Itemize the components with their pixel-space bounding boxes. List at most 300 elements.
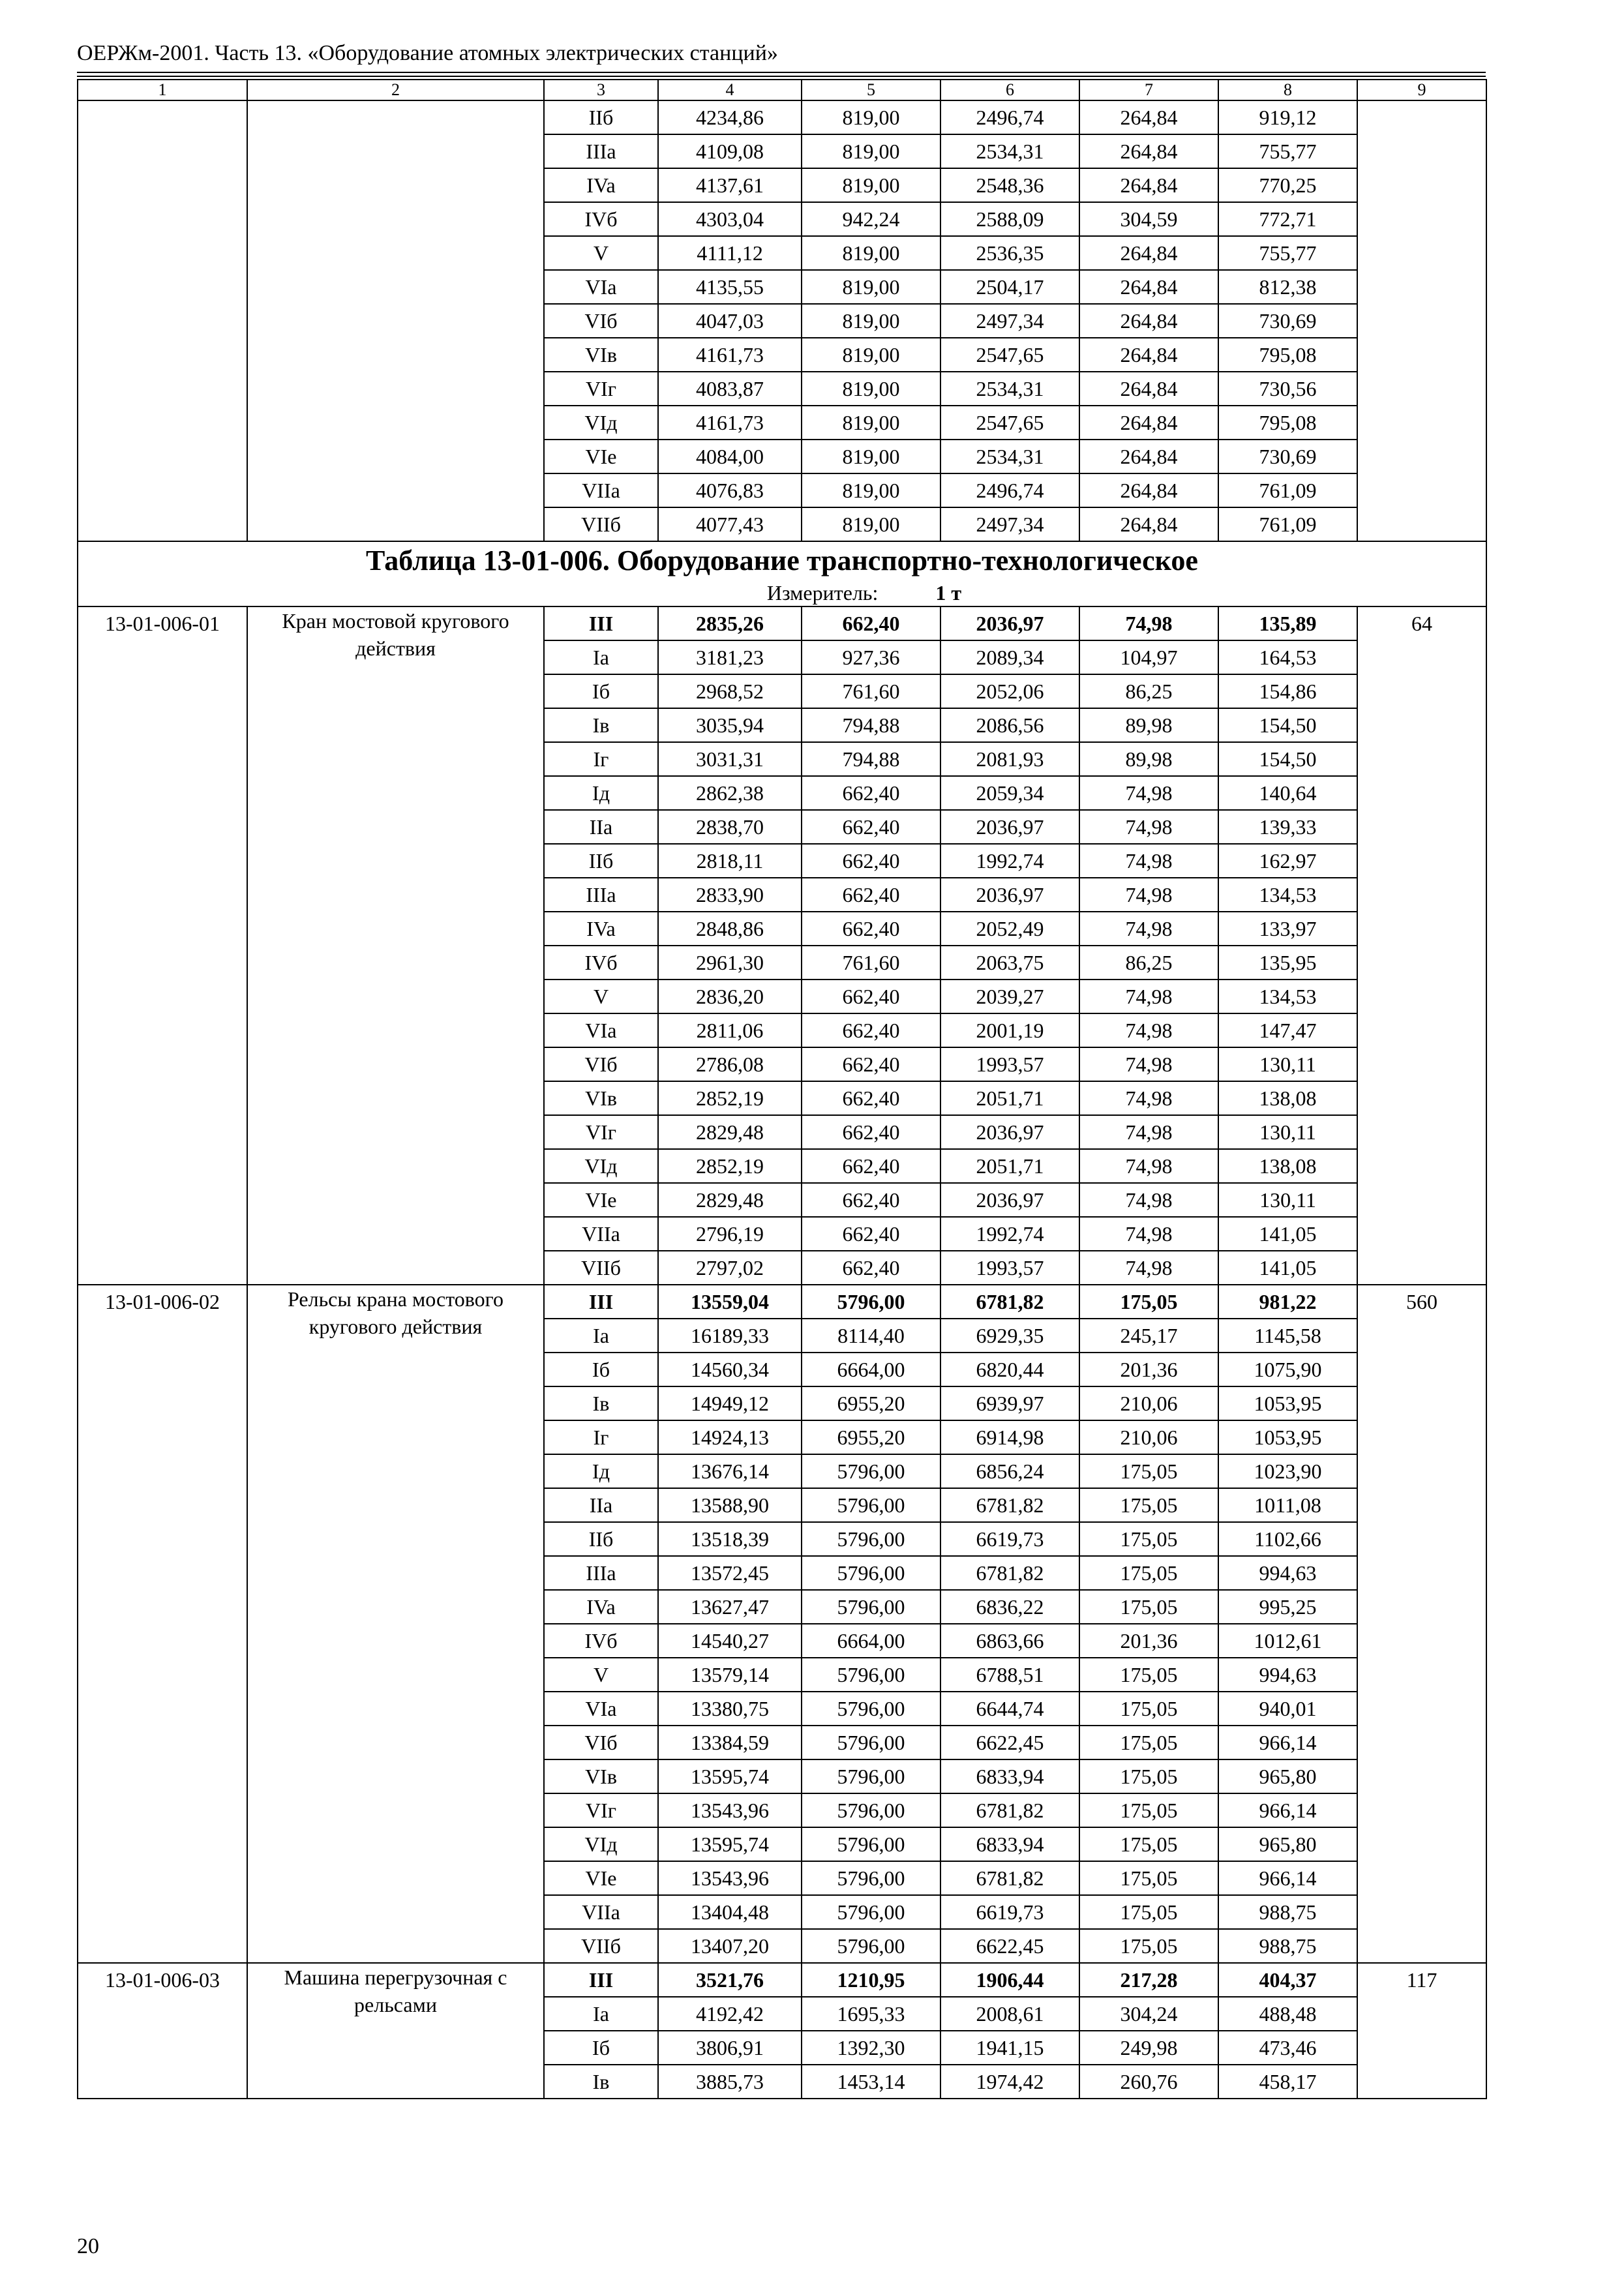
zone-cell: IIIa: [544, 1556, 658, 1590]
zone-cell: III: [544, 606, 658, 640]
materials-cell: 761,09: [1218, 507, 1357, 541]
materials-cell: 981,22: [1218, 1285, 1357, 1319]
materials-cell: 1053,95: [1218, 1386, 1357, 1420]
driver-wages-cell: 74,98: [1079, 1013, 1218, 1047]
zone-cell: VIIa: [544, 1895, 658, 1929]
zone-cell: VIв: [544, 1759, 658, 1793]
total-cost-cell: 2833,90: [658, 878, 802, 912]
machines-cell: 6781,82: [940, 1488, 1079, 1522]
item-col9: 560: [1357, 1285, 1486, 1963]
total-cost-cell: 13384,59: [658, 1726, 802, 1759]
driver-wages-cell: 175,05: [1079, 1285, 1218, 1319]
wages-cell: 819,00: [802, 236, 940, 270]
wages-cell: 1695,33: [802, 1997, 940, 2031]
machines-cell: 2036,97: [940, 1115, 1079, 1149]
machines-cell: 6619,73: [940, 1522, 1079, 1556]
wages-cell: 819,00: [802, 134, 940, 168]
driver-wages-cell: 86,25: [1079, 946, 1218, 980]
total-cost-cell: 13627,47: [658, 1590, 802, 1624]
materials-cell: 795,08: [1218, 338, 1357, 372]
total-cost-cell: 14924,13: [658, 1420, 802, 1454]
materials-cell: 755,77: [1218, 134, 1357, 168]
machines-cell: 6781,82: [940, 1285, 1079, 1319]
wages-cell: 761,60: [802, 674, 940, 708]
driver-wages-cell: 74,98: [1079, 980, 1218, 1013]
zone-cell: III: [544, 1963, 658, 1997]
item-code: 13-01-006-03: [78, 1963, 247, 2099]
wages-cell: 794,88: [802, 708, 940, 742]
materials-cell: 135,89: [1218, 606, 1357, 640]
materials-cell: 965,80: [1218, 1759, 1357, 1793]
wages-cell: 662,40: [802, 1217, 940, 1251]
zone-cell: VIa: [544, 270, 658, 304]
wages-cell: 662,40: [802, 912, 940, 946]
materials-cell: 138,08: [1218, 1149, 1357, 1183]
driver-wages-cell: 175,05: [1079, 1590, 1218, 1624]
wages-cell: 662,40: [802, 1013, 940, 1047]
materials-cell: 134,53: [1218, 980, 1357, 1013]
materials-cell: 488,48: [1218, 1997, 1357, 2031]
zone-cell: VIд: [544, 1149, 658, 1183]
total-cost-cell: 14540,27: [658, 1624, 802, 1658]
wages-cell: 819,00: [802, 270, 940, 304]
machines-cell: 2534,31: [940, 372, 1079, 406]
machines-cell: 1941,15: [940, 2031, 1079, 2065]
materials-cell: 966,14: [1218, 1726, 1357, 1759]
machines-cell: 6622,45: [940, 1726, 1079, 1759]
driver-wages-cell: 264,84: [1079, 338, 1218, 372]
wages-cell: 794,88: [802, 742, 940, 776]
column-number: 6: [940, 80, 1079, 100]
column-number: 8: [1218, 80, 1357, 100]
wages-cell: 5796,00: [802, 1827, 940, 1861]
zone-cell: VIIa: [544, 473, 658, 507]
wages-cell: 662,40: [802, 776, 940, 810]
machines-cell: 1992,74: [940, 1217, 1079, 1251]
driver-wages-cell: 264,84: [1079, 372, 1218, 406]
machines-cell: 6619,73: [940, 1895, 1079, 1929]
materials-cell: 154,50: [1218, 708, 1357, 742]
item-col9: 117: [1357, 1963, 1486, 2099]
materials-cell: 965,80: [1218, 1827, 1357, 1861]
materials-cell: 130,11: [1218, 1047, 1357, 1081]
machines-cell: 2497,34: [940, 507, 1079, 541]
driver-wages-cell: 260,76: [1079, 2065, 1218, 2099]
driver-wages-cell: 264,84: [1079, 100, 1218, 134]
zone-cell: Ia: [544, 640, 658, 674]
wages-cell: 5796,00: [802, 1556, 940, 1590]
driver-wages-cell: 74,98: [1079, 1149, 1218, 1183]
total-cost-cell: 4303,04: [658, 202, 802, 236]
total-cost-cell: 2852,19: [658, 1081, 802, 1115]
machines-cell: 2051,71: [940, 1149, 1079, 1183]
materials-cell: 1145,58: [1218, 1319, 1357, 1353]
machines-cell: 2036,97: [940, 878, 1079, 912]
total-cost-cell: 4161,73: [658, 406, 802, 440]
total-cost-cell: 4135,55: [658, 270, 802, 304]
driver-wages-cell: 175,05: [1079, 1454, 1218, 1488]
zone-cell: IIб: [544, 844, 658, 878]
machines-cell: 1906,44: [940, 1963, 1079, 1997]
wages-cell: 819,00: [802, 440, 940, 473]
driver-wages-cell: 74,98: [1079, 1217, 1218, 1251]
driver-wages-cell: 249,98: [1079, 2031, 1218, 2065]
total-cost-cell: 2852,19: [658, 1149, 802, 1183]
wages-cell: 662,40: [802, 1149, 940, 1183]
materials-cell: 1053,95: [1218, 1420, 1357, 1454]
total-cost-cell: 3885,73: [658, 2065, 802, 2099]
wages-cell: 819,00: [802, 473, 940, 507]
total-cost-cell: 14560,34: [658, 1353, 802, 1386]
wages-cell: 6664,00: [802, 1353, 940, 1386]
zone-cell: Iв: [544, 2065, 658, 2099]
zone-cell: IIa: [544, 810, 658, 844]
wages-cell: 819,00: [802, 100, 940, 134]
total-cost-cell: 13404,48: [658, 1895, 802, 1929]
driver-wages-cell: 175,05: [1079, 1793, 1218, 1827]
driver-wages-cell: 264,84: [1079, 168, 1218, 202]
zone-cell: VIa: [544, 1692, 658, 1726]
machines-cell: 6863,66: [940, 1624, 1079, 1658]
zone-cell: Ia: [544, 1997, 658, 2031]
table-row: [78, 1285, 1486, 1319]
materials-cell: 139,33: [1218, 810, 1357, 844]
zone-cell: Iб: [544, 1353, 658, 1386]
machines-cell: 2547,65: [940, 406, 1079, 440]
machines-cell: 6914,98: [940, 1420, 1079, 1454]
driver-wages-cell: 74,98: [1079, 776, 1218, 810]
total-cost-cell: 2835,26: [658, 606, 802, 640]
machines-cell: 2063,75: [940, 946, 1079, 980]
total-cost-cell: 4077,43: [658, 507, 802, 541]
total-cost-cell: 2862,38: [658, 776, 802, 810]
total-cost-cell: 13595,74: [658, 1759, 802, 1793]
zone-cell: V: [544, 980, 658, 1013]
driver-wages-cell: 264,84: [1079, 236, 1218, 270]
zone-cell: IVб: [544, 1624, 658, 1658]
materials-cell: 164,53: [1218, 640, 1357, 674]
total-cost-cell: 13559,04: [658, 1285, 802, 1319]
zone-cell: VIIб: [544, 1929, 658, 1963]
total-cost-cell: 2961,30: [658, 946, 802, 980]
zone-cell: Iг: [544, 742, 658, 776]
total-cost-cell: 13579,14: [658, 1658, 802, 1692]
zone-cell: VIг: [544, 1793, 658, 1827]
driver-wages-cell: 74,98: [1079, 810, 1218, 844]
driver-wages-cell: 74,98: [1079, 606, 1218, 640]
driver-wages-cell: 175,05: [1079, 1658, 1218, 1692]
driver-wages-cell: 86,25: [1079, 674, 1218, 708]
measure-line: [82, 580, 1482, 606]
total-cost-cell: 13588,90: [658, 1488, 802, 1522]
table-title-row: [78, 541, 1486, 606]
total-cost-cell: 14949,12: [658, 1386, 802, 1420]
total-cost-cell: 13543,96: [658, 1793, 802, 1827]
machines-cell: 2496,74: [940, 100, 1079, 134]
total-cost-cell: 2811,06: [658, 1013, 802, 1047]
materials-cell: 994,63: [1218, 1556, 1357, 1590]
wages-cell: 662,40: [802, 1115, 940, 1149]
machines-cell: 2052,06: [940, 674, 1079, 708]
machines-cell: 6856,24: [940, 1454, 1079, 1488]
materials-cell: 755,77: [1218, 236, 1357, 270]
machines-cell: 6781,82: [940, 1861, 1079, 1895]
zone-cell: VIe: [544, 1183, 658, 1217]
rates-table: [77, 79, 1487, 2099]
machines-cell: 2081,93: [940, 742, 1079, 776]
driver-wages-cell: 89,98: [1079, 708, 1218, 742]
total-cost-cell: 4234,86: [658, 100, 802, 134]
column-number: 5: [802, 80, 940, 100]
zone-cell: Iб: [544, 2031, 658, 2065]
driver-wages-cell: 304,59: [1079, 202, 1218, 236]
total-cost-cell: 2829,48: [658, 1183, 802, 1217]
total-cost-cell: 3806,91: [658, 2031, 802, 2065]
column-number: 4: [658, 80, 802, 100]
table-row: [78, 606, 1486, 640]
materials-cell: 154,50: [1218, 742, 1357, 776]
materials-cell: 966,14: [1218, 1861, 1357, 1895]
driver-wages-cell: 210,06: [1079, 1386, 1218, 1420]
total-cost-cell: 2836,20: [658, 980, 802, 1013]
driver-wages-cell: 264,84: [1079, 304, 1218, 338]
zone-cell: IVa: [544, 168, 658, 202]
wages-cell: 819,00: [802, 338, 940, 372]
materials-cell: 1012,61: [1218, 1624, 1357, 1658]
total-cost-cell: 4083,87: [658, 372, 802, 406]
zone-cell: IVa: [544, 1590, 658, 1624]
wages-cell: 5796,00: [802, 1793, 940, 1827]
total-cost-cell: 2797,02: [658, 1251, 802, 1285]
zone-cell: IVб: [544, 202, 658, 236]
zone-cell: VIIб: [544, 507, 658, 541]
zone-cell: VIд: [544, 406, 658, 440]
driver-wages-cell: 175,05: [1079, 1556, 1218, 1590]
total-cost-cell: 3181,23: [658, 640, 802, 674]
driver-wages-cell: 175,05: [1079, 1861, 1218, 1895]
wages-cell: 819,00: [802, 507, 940, 541]
total-cost-cell: 4109,08: [658, 134, 802, 168]
driver-wages-cell: 264,84: [1079, 406, 1218, 440]
total-cost-cell: 4137,61: [658, 168, 802, 202]
column-number: 9: [1357, 80, 1486, 100]
machines-cell: 2548,36: [940, 168, 1079, 202]
materials-cell: 812,38: [1218, 270, 1357, 304]
col9-cell: [1357, 100, 1486, 541]
driver-wages-cell: 175,05: [1079, 1522, 1218, 1556]
item-col9: 64: [1357, 606, 1486, 1285]
machines-cell: 2534,31: [940, 134, 1079, 168]
materials-cell: 162,97: [1218, 844, 1357, 878]
wages-cell: 6955,20: [802, 1386, 940, 1420]
machines-cell: 2059,34: [940, 776, 1079, 810]
driver-wages-cell: 217,28: [1079, 1963, 1218, 1997]
total-cost-cell: 4161,73: [658, 338, 802, 372]
wages-cell: 5796,00: [802, 1692, 940, 1726]
driver-wages-cell: 175,05: [1079, 1895, 1218, 1929]
page-number: 20: [77, 2234, 99, 2258]
zone-cell: Iд: [544, 1454, 658, 1488]
total-cost-cell: 4047,03: [658, 304, 802, 338]
zone-cell: Iг: [544, 1420, 658, 1454]
materials-cell: 1075,90: [1218, 1353, 1357, 1386]
materials-cell: 966,14: [1218, 1793, 1357, 1827]
materials-cell: 994,63: [1218, 1658, 1357, 1692]
materials-cell: 138,08: [1218, 1081, 1357, 1115]
measure-label: Измеритель:: [766, 581, 879, 605]
code-cell: [78, 100, 247, 541]
materials-cell: 1011,08: [1218, 1488, 1357, 1522]
zone-cell: VIв: [544, 1081, 658, 1115]
driver-wages-cell: 74,98: [1079, 844, 1218, 878]
machines-cell: 2051,71: [940, 1081, 1079, 1115]
materials-cell: 770,25: [1218, 168, 1357, 202]
materials-cell: 795,08: [1218, 406, 1357, 440]
machines-cell: 6836,22: [940, 1590, 1079, 1624]
driver-wages-cell: 104,97: [1079, 640, 1218, 674]
zone-cell: VIe: [544, 440, 658, 473]
wages-cell: 8114,40: [802, 1319, 940, 1353]
total-cost-cell: 2818,11: [658, 844, 802, 878]
wages-cell: 5796,00: [802, 1522, 940, 1556]
wages-cell: 819,00: [802, 168, 940, 202]
column-number: 3: [544, 80, 658, 100]
wages-cell: 5796,00: [802, 1726, 940, 1759]
total-cost-cell: 13595,74: [658, 1827, 802, 1861]
materials-cell: 133,97: [1218, 912, 1357, 946]
zone-cell: VIб: [544, 304, 658, 338]
item-name: Кран мостовой кругового действия: [247, 606, 544, 1285]
machines-cell: 6781,82: [940, 1556, 1079, 1590]
table-title: Таблица 13-01-006. Оборудование транспортно-технологическое: [366, 545, 1198, 576]
running-header: ОЕРЖм-2001. Часть 13. «Оборудование атомных электрических станций»: [77, 41, 778, 65]
wages-cell: 662,40: [802, 606, 940, 640]
driver-wages-cell: 74,98: [1079, 1115, 1218, 1149]
name-cell: [247, 100, 544, 541]
driver-wages-cell: 74,98: [1079, 1251, 1218, 1285]
machines-cell: 2036,97: [940, 606, 1079, 640]
materials-cell: 1023,90: [1218, 1454, 1357, 1488]
zone-cell: IVб: [544, 946, 658, 980]
wages-cell: 662,40: [802, 1081, 940, 1115]
materials-cell: 772,71: [1218, 202, 1357, 236]
wages-cell: 819,00: [802, 304, 940, 338]
driver-wages-cell: 201,36: [1079, 1624, 1218, 1658]
materials-cell: 141,05: [1218, 1251, 1357, 1285]
wages-cell: 662,40: [802, 980, 940, 1013]
driver-wages-cell: 304,24: [1079, 1997, 1218, 2031]
zone-cell: VIб: [544, 1047, 658, 1081]
table-row: [78, 100, 1486, 134]
wages-cell: 5796,00: [802, 1895, 940, 1929]
driver-wages-cell: 74,98: [1079, 1047, 1218, 1081]
wages-cell: 819,00: [802, 406, 940, 440]
driver-wages-cell: 74,98: [1079, 1081, 1218, 1115]
materials-cell: 730,56: [1218, 372, 1357, 406]
zone-cell: VIa: [544, 1013, 658, 1047]
wages-cell: 662,40: [802, 844, 940, 878]
column-number: 2: [247, 80, 544, 100]
materials-cell: 995,25: [1218, 1590, 1357, 1624]
item-code: 13-01-006-01: [78, 606, 247, 1285]
driver-wages-cell: 264,84: [1079, 270, 1218, 304]
driver-wages-cell: 175,05: [1079, 1488, 1218, 1522]
wages-cell: 5796,00: [802, 1285, 940, 1319]
materials-cell: 940,01: [1218, 1692, 1357, 1726]
driver-wages-cell: 264,84: [1079, 134, 1218, 168]
materials-cell: 730,69: [1218, 440, 1357, 473]
zone-cell: V: [544, 236, 658, 270]
driver-wages-cell: 175,05: [1079, 1827, 1218, 1861]
materials-cell: 988,75: [1218, 1895, 1357, 1929]
total-cost-cell: 2796,19: [658, 1217, 802, 1251]
header-rule-double: [77, 76, 1486, 77]
wages-cell: 5796,00: [802, 1658, 940, 1692]
total-cost-cell: 13572,45: [658, 1556, 802, 1590]
driver-wages-cell: 264,84: [1079, 473, 1218, 507]
machines-cell: 6833,94: [940, 1759, 1079, 1793]
wages-cell: 662,40: [802, 878, 940, 912]
materials-cell: 135,95: [1218, 946, 1357, 980]
driver-wages-cell: 264,84: [1079, 507, 1218, 541]
wages-cell: 5796,00: [802, 1929, 940, 1963]
zone-cell: IIIa: [544, 878, 658, 912]
column-number-row: [78, 80, 1486, 100]
zone-cell: VIe: [544, 1861, 658, 1895]
machines-cell: 6622,45: [940, 1929, 1079, 1963]
zone-cell: VIIб: [544, 1251, 658, 1285]
machines-cell: 6788,51: [940, 1658, 1079, 1692]
driver-wages-cell: 175,05: [1079, 1726, 1218, 1759]
machines-cell: 2504,17: [940, 270, 1079, 304]
materials-cell: 404,37: [1218, 1963, 1357, 1997]
machines-cell: 1974,42: [940, 2065, 1079, 2099]
wages-cell: 5796,00: [802, 1590, 940, 1624]
driver-wages-cell: 89,98: [1079, 742, 1218, 776]
total-cost-cell: 2838,70: [658, 810, 802, 844]
materials-cell: 473,46: [1218, 2031, 1357, 2065]
driver-wages-cell: 74,98: [1079, 878, 1218, 912]
wages-cell: 819,00: [802, 372, 940, 406]
wages-cell: 5796,00: [802, 1488, 940, 1522]
machines-cell: 2496,74: [940, 473, 1079, 507]
column-number: 7: [1079, 80, 1218, 100]
machines-cell: 2497,34: [940, 304, 1079, 338]
machines-cell: 6781,82: [940, 1793, 1079, 1827]
zone-cell: IIa: [544, 1488, 658, 1522]
driver-wages-cell: 175,05: [1079, 1692, 1218, 1726]
measure-value: 1 т: [935, 581, 962, 605]
machines-cell: 6939,97: [940, 1386, 1079, 1420]
total-cost-cell: 2829,48: [658, 1115, 802, 1149]
zone-cell: IIб: [544, 100, 658, 134]
total-cost-cell: 13543,96: [658, 1861, 802, 1895]
machines-cell: 6820,44: [940, 1353, 1079, 1386]
wages-cell: 662,40: [802, 810, 940, 844]
materials-cell: 919,12: [1218, 100, 1357, 134]
machines-cell: 2052,49: [940, 912, 1079, 946]
driver-wages-cell: 201,36: [1079, 1353, 1218, 1386]
wages-cell: 1453,14: [802, 2065, 940, 2099]
zone-cell: VIг: [544, 372, 658, 406]
materials-cell: 130,11: [1218, 1183, 1357, 1217]
total-cost-cell: 3031,31: [658, 742, 802, 776]
wages-cell: 1210,95: [802, 1963, 940, 1997]
machines-cell: 2089,34: [940, 640, 1079, 674]
total-cost-cell: 4084,00: [658, 440, 802, 473]
zone-cell: VIв: [544, 338, 658, 372]
materials-cell: 458,17: [1218, 2065, 1357, 2099]
